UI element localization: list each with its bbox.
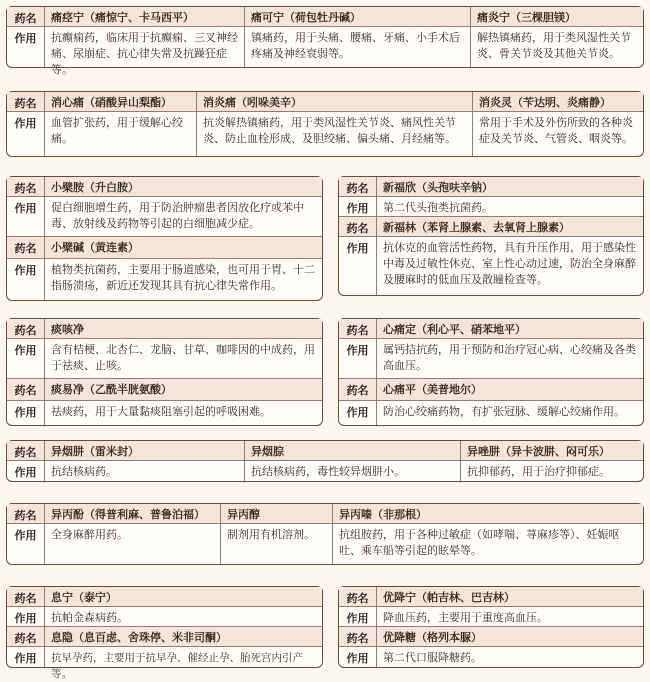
name-label: 药名 <box>7 92 45 111</box>
name-label: 药名 <box>7 587 45 606</box>
use-label: 作用 <box>339 647 377 667</box>
drug-name: 痰易净（乙酰半胱氨酸） <box>51 383 172 396</box>
table-7 <box>6 440 644 482</box>
table-5 <box>6 318 323 426</box>
drug-name: 消心痛（硝酸异山梨酯） <box>45 92 197 111</box>
name-label: 药名 <box>7 177 45 196</box>
drug-use: 降血压药，主要用于重度高血压。 <box>383 611 548 624</box>
drug-name: 小檗胺（升白胺） <box>51 181 139 194</box>
name-label: 药名 <box>7 504 45 523</box>
use-label: 作用 <box>7 607 45 626</box>
use-label: 作用 <box>7 339 45 378</box>
name-label: 药名 <box>339 177 377 196</box>
drug-use: 镇痛药，用于头痛、腰痛、牙痛、小手术后疼痛及神经衰弱等。 <box>245 27 471 67</box>
name-label: 药名 <box>7 441 45 460</box>
name-label: 药名 <box>7 237 45 258</box>
drug-name: 异丙嗪（非那根） <box>339 508 427 521</box>
drug-name: 异丙酚（得普利麻、普鲁泊福） <box>45 504 221 523</box>
drug-use: 制剂用有机溶剂。 <box>221 524 333 564</box>
drug-name: 息隐（息百虑、舍珠停、米非司酮） <box>51 631 227 644</box>
drug-use: 属钙拮抗药，用于预防和治疗冠心病、心绞痛及各类高血压。 <box>383 343 636 372</box>
drug-name: 痛可宁（荷包牡丹碱） <box>245 7 471 26</box>
table-1 <box>6 6 644 76</box>
name-label: 药名 <box>339 379 377 400</box>
drug-use: 抗早孕药，主要用于抗早孕、催经止孕、胎死宫内引产等。 <box>51 652 303 680</box>
table-2 <box>6 91 644 157</box>
drug-use: 防治心绞痛药物，有扩张冠脉、缓解心绞痛作用。 <box>383 405 625 418</box>
drug-name: 痛痉宁（痛惊宁、卡马西平） <box>45 7 245 26</box>
drug-use: 血管扩张药，用于缓解心绞痛。 <box>45 112 197 156</box>
drug-use: 抗抑郁药，用于治疗抑郁症。 <box>467 465 610 478</box>
name-label: 药名 <box>7 319 45 338</box>
name-label: 药名 <box>339 587 377 606</box>
table-4 <box>338 176 644 296</box>
drug-name: 优降宁（帕吉林、巴吉林） <box>383 591 515 604</box>
drug-name: 心痛定（利心平、硝苯地平） <box>383 323 526 336</box>
use-label: 作用 <box>7 461 45 481</box>
use-label: 作用 <box>339 339 377 378</box>
drug-name: 息宁（泰宁） <box>51 591 117 604</box>
use-label: 作用 <box>7 401 45 425</box>
drug-use: 抗帕金森病药。 <box>51 611 128 624</box>
table-8 <box>6 503 644 565</box>
drug-name: 痛炎宁（三棵胆镁） <box>477 11 576 24</box>
drug-use: 常用于手术及外伤所致的各种炎症及关节炎、气管炎、咽炎等。 <box>479 116 633 145</box>
drug-use: 第二代口服降糖药。 <box>383 651 482 664</box>
drug-use: 抗结核病药。 <box>45 461 245 481</box>
drug-use: 抗结核病药，毒性较异烟肼小。 <box>245 461 461 481</box>
drug-use: 解热镇痛药，用于类风湿性关节炎、骨关节炎及其他关节炎。 <box>477 31 631 60</box>
drug-name: 优降糖（格列本脲） <box>383 631 482 644</box>
drug-use: 含有桔梗、北杏仁、龙脑、甘草、咖啡因的中成药，用于祛痰、止咳。 <box>51 343 315 372</box>
use-label: 作用 <box>339 607 377 626</box>
drug-use: 祛痰药，用于大量黏痰阻塞引起的呼吸困难。 <box>51 405 271 418</box>
drug-name: 异烟肼（雷米封） <box>45 441 245 460</box>
use-label: 作用 <box>7 112 45 156</box>
table-6 <box>338 318 644 426</box>
use-label: 作用 <box>339 237 377 295</box>
drug-use: 第二代头孢类抗菌药。 <box>383 201 493 214</box>
drug-use: 植物类抗菌药，主要用于肠道感染，也可用于胃、十二指肠溃疡，新近还发现其具有抗心律失常作用。 <box>51 263 315 292</box>
drug-use: 全身麻醉用药。 <box>45 524 221 564</box>
drug-use: 促白细胞增生药，用于防治肿瘤患者因放化疗或苯中毒、放射线及药物等引起的白细胞减少症。 <box>51 201 304 230</box>
use-label: 作用 <box>7 197 45 236</box>
drug-name: 异丙醇 <box>221 504 333 523</box>
drug-use: 抗组胺药，用于各种过敏症（如哮喘、荨麻疹等）、妊娠呕吐、乘车船等引起的眩晕等。 <box>339 528 620 557</box>
name-label: 药名 <box>339 217 377 236</box>
drug-use: 抗癫痫药，临床用于抗癫痫、三叉神经痛、尿崩症、抗心律失常及抗躁狂症等。 <box>45 27 245 67</box>
table-9 <box>6 586 323 680</box>
drug-name: 痰咳净 <box>51 323 84 336</box>
use-label: 作用 <box>339 197 377 216</box>
use-label: 作用 <box>7 27 45 67</box>
drug-name: 新福林（苯肾上腺素、去氧肾上腺素） <box>383 221 570 234</box>
drug-name: 新福欣（头孢呋辛钠） <box>383 181 493 194</box>
drug-name: 心痛平（美普地尔） <box>383 383 482 396</box>
drug-name: 小檗碱（黄连素） <box>51 241 139 254</box>
drug-use: 抗炎解热镇痛药，用于类风湿性关节炎、痛风性关节炎、防止血栓形成、及胆绞痛、偏头痛、月经痛等。 <box>197 112 473 156</box>
table-3 <box>6 176 323 301</box>
name-label: 药名 <box>7 379 45 400</box>
table-10 <box>338 586 644 668</box>
drug-name: 消炎痛（吲哚美辛） <box>197 92 473 111</box>
use-label: 作用 <box>7 647 45 667</box>
drug-name: 异烟腙 <box>245 441 461 460</box>
name-label: 药名 <box>7 7 45 26</box>
drug-name: 消炎灵（苄达明、炎痛静） <box>479 96 611 109</box>
drug-use: 抗休克的血管活性药物，具有升压作用，用于感染性中毒及过敏性休克、室上性心动过速，防治全身麻醉及腰麻时的低血压及散瞳检查等。 <box>383 241 636 286</box>
use-label: 作用 <box>7 259 45 300</box>
drug-name: 异唑肼（异卡波肼、闷可乐） <box>467 445 610 458</box>
use-label: 作用 <box>7 524 45 564</box>
name-label: 药名 <box>7 627 45 646</box>
name-label: 药名 <box>339 627 377 646</box>
use-label: 作用 <box>339 401 377 425</box>
name-label: 药名 <box>339 319 377 338</box>
